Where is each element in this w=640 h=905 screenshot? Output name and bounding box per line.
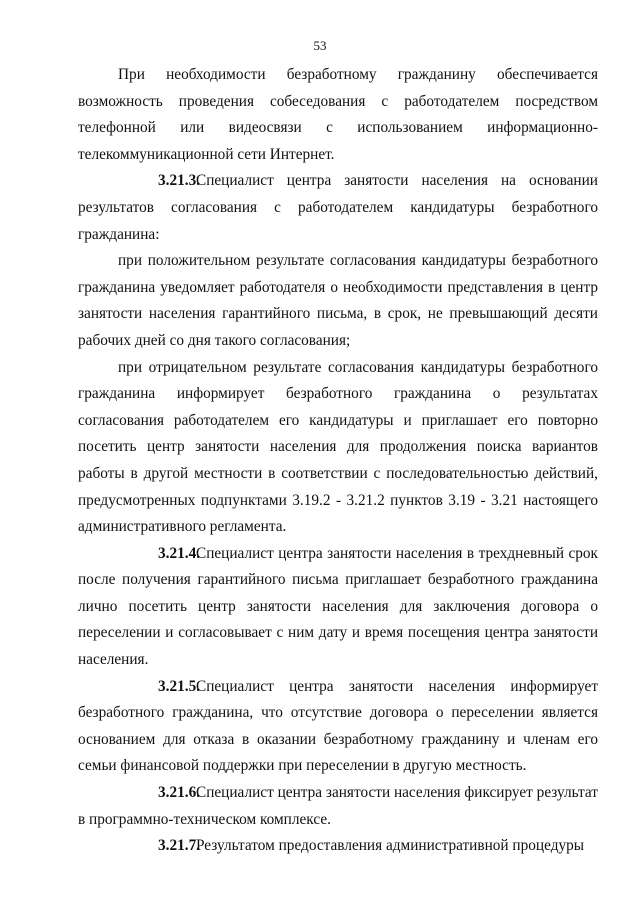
paragraph-text: Специалист центра занятости населения в трехдневный срок после получения гарантийного письма приглашает безработного гражданина лично посетить центр занятости населения для заключения договора о переселении и согласовывает с ним дату и время посещения центра занятости населения.	[78, 544, 598, 669]
paragraph-3-21-3	[78, 168, 598, 248]
page-number: 53	[313, 38, 327, 53]
section-number: 3.21.6.	[158, 784, 201, 802]
paragraph-text: при положительном результате согласования кандидатуры безработного гражданина уведомляет работодателя о необходимости представления в центр занятости населения гарантийного письма, в срок, не превышающий десяти рабочих дней со дня такого согласования;	[78, 252, 598, 349]
section-number: 3.21.4.	[158, 544, 201, 562]
paragraph-3-21-6	[78, 780, 598, 833]
paragraph-text: Специалист центра занятости населения информирует безработного гражданина, что отсутствие договора о переселении является основанием для отказа в оказании безработному гражданину и членам его семьи финансовой поддержки при переселении в другую местность.	[78, 677, 598, 775]
section-number: 3.21.3.	[158, 172, 201, 190]
paragraph-text: При необходимости безработному гражданину обеспечивается возможность проведения собеседования с работодателем посредством телефонной или видеосвязи с использованием информационно-телекоммуникационной сети Интернет.	[78, 66, 598, 163]
paragraph-text: Специалист центра занятости населения на основании результатов согласования с работодателем кандидатуры безработного гражданина:	[78, 172, 598, 243]
paragraph-3-21-5	[78, 674, 598, 780]
paragraph-3-21-7	[78, 833, 598, 860]
paragraph-text: Результатом предоставления административной процедуры	[196, 837, 585, 855]
paragraph-3-21-4	[78, 541, 598, 674]
section-number: 3.21.5.	[158, 677, 201, 695]
paragraph-text: при отрицательном результате согласования кандидатуры безработного гражданина информирует безработного гражданина о результатах согласования работодателем его кандидатуры и приглашает его повторно посетить центр занятости населения для продолжения поиска вариантов работы в другой местности в соответствии с последовательностью действий, предусмотренных подпунктами 3.19.2 - 3.21.2 пунктов 3.19 - 3.21 настоящего административного регламента.	[78, 358, 598, 536]
paragraph-text: Специалист центра занятости населения фиксирует результат в программно-техническом комплексе.	[78, 784, 598, 828]
section-number: 3.21.7.	[158, 837, 201, 855]
document-body	[78, 62, 598, 860]
paragraph	[78, 355, 598, 541]
paragraph	[78, 248, 598, 354]
paragraph	[78, 62, 598, 168]
